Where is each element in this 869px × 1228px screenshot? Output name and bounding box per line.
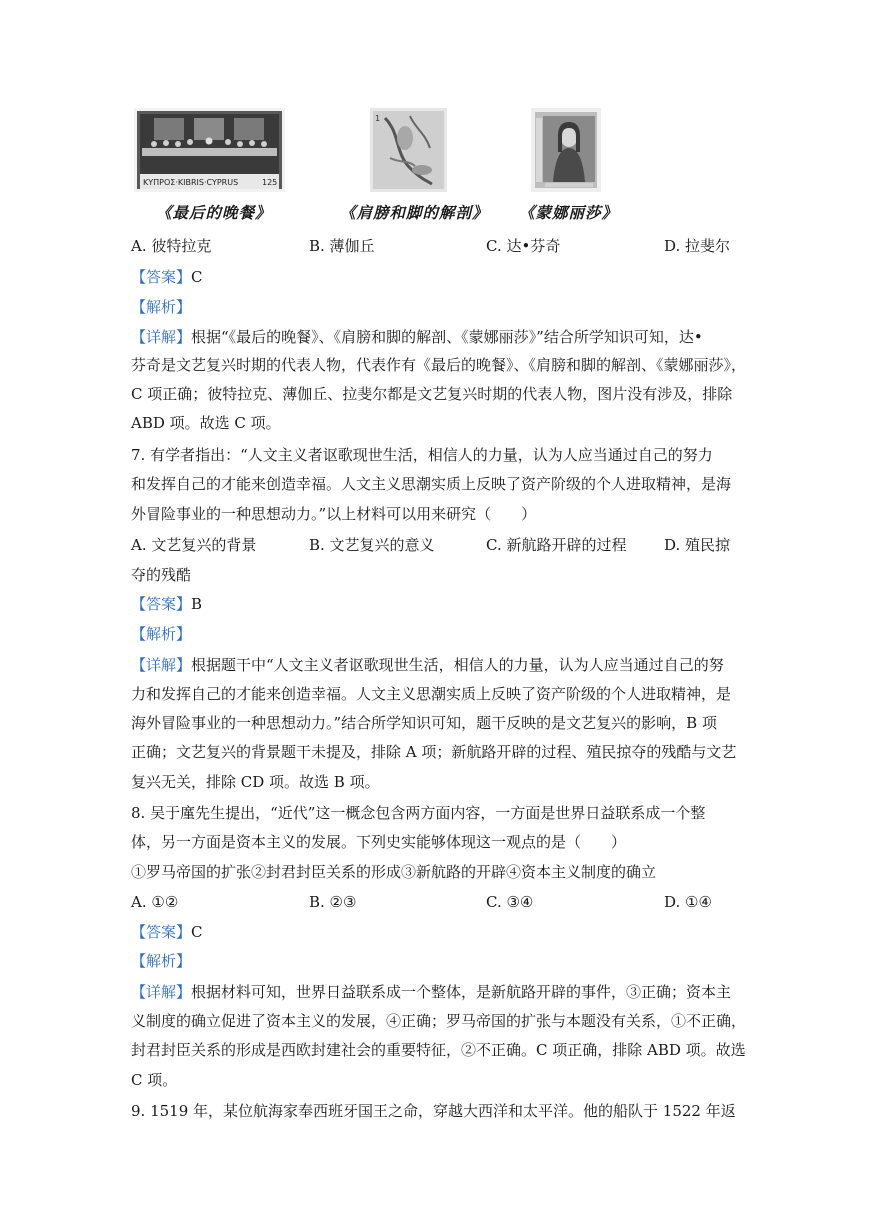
cyprus-stamp-text: ΚΥΠΡΟΣ·KIBRIS·CYPRUS bbox=[143, 178, 239, 187]
answer-tag: 【答案】 bbox=[131, 268, 192, 286]
q6-option-c: C. 达•芬奇 bbox=[486, 237, 561, 255]
caption-anatomy: 《肩膀和脚的解剖》 bbox=[340, 203, 489, 222]
q8-stem-line: 体，另一方面是资本主义的发展。下列史实能够体现这一观点的是（ ） bbox=[131, 833, 627, 851]
q6-detail-line: 芬奇是文艺复兴时期的代表人物，代表作有《最后的晚餐》、《肩膀和脚的解剖、《蒙娜丽莎》， bbox=[131, 356, 747, 374]
q8-analysis-tag: 【解析】 bbox=[131, 952, 192, 970]
q7-option-a: A. 文艺复兴的背景 bbox=[131, 536, 257, 554]
caption-last-supper: 《最后的晚餐》 bbox=[156, 203, 272, 222]
q6-detail-line: C 项正确；彼特拉克、薄伽丘、拉斐尔都是文艺复兴时期的代表人物，图片没有涉及，排除 bbox=[131, 385, 733, 403]
q6-option-b: B. 薄伽丘 bbox=[309, 237, 375, 255]
q8-answer bbox=[131, 922, 203, 942]
q7-detail-line: 正确；文艺复兴的背景题干未提及，排除 A 项；新航路开辟的过程、殖民掠夺的残酷与文艺 bbox=[131, 743, 737, 761]
cyprus-stamp-value: 125 bbox=[262, 178, 278, 187]
q6-analysis-tag: 【解析】 bbox=[131, 298, 192, 316]
q7-analysis-tag: 【解析】 bbox=[131, 625, 192, 643]
q8-detail-line: C 项。 bbox=[131, 1071, 178, 1089]
detail-text: 根据材料可知，世界日益联系成一个整体，是新航路开辟的事件，③正确；资本主 bbox=[191, 983, 732, 1001]
q7-detail-line: 力和发挥自己的才能来创造幸福。人文主义思潮实质上反映了资产阶级的个人进取精神，是 bbox=[131, 685, 732, 703]
answer-value: B bbox=[191, 595, 203, 613]
q7-option-d-wrap: 夺的残酷 bbox=[131, 566, 192, 584]
mona-lisa-stamp-image bbox=[531, 108, 601, 192]
answer-tag: 【答案】 bbox=[131, 595, 192, 613]
q7-detail-line: 海外冒险事业的一种思想动力。”结合所学知识可知，题干反映的是文艺复兴的影响，B 项 bbox=[131, 714, 717, 732]
q8-detail-line: 封君封臣关系的形成是西欧封建社会的重要特征，②不正确。C 项正确，排除 ABD 项。故选 bbox=[131, 1041, 746, 1059]
last-supper-stamp-image bbox=[134, 108, 285, 192]
q8-detail-line bbox=[131, 982, 731, 1002]
q7-stem-line: 7. 有学者指出：“人文主义者讴歌现世生活，相信人的力量，认为人应当通过自己的努力 bbox=[131, 446, 713, 464]
q9-stem-line: 9. 1519 年，某位航海家奉西班牙国王之命，穿越大西洋和太平洋。他的船队于 1522 年返 bbox=[131, 1102, 736, 1120]
detail-tag: 【详解】 bbox=[131, 328, 192, 346]
q7-option-d: D. 殖民掠 bbox=[664, 536, 731, 554]
q8-option-a: A. ①② bbox=[131, 893, 179, 911]
q6-option-d: D. 拉斐尔 bbox=[664, 237, 731, 255]
q7-stem-line: 和发挥自己的才能来创造幸福。人文主义思潮实质上反映了资产阶级的个人进取精神，是海 bbox=[131, 475, 732, 493]
answer-tag: 【答案】 bbox=[131, 923, 192, 941]
detail-tag: 【详解】 bbox=[131, 983, 192, 1001]
anatomy-stamp-image bbox=[370, 108, 447, 192]
answer-value: C bbox=[191, 268, 203, 286]
q8-option-b: B. ②③ bbox=[309, 893, 357, 911]
q6-detail-line: ABD 项。故选 C 项。 bbox=[131, 414, 281, 432]
q8-stem-line: 8. 吴于廑先生提出，“近代”这一概念包含两方面内容，一方面是世界日益联系成一个整 bbox=[131, 804, 706, 822]
stamp-images-row bbox=[0, 108, 869, 198]
q7-option-b: B. 文艺复兴的意义 bbox=[309, 536, 435, 554]
detail-tag: 【详解】 bbox=[131, 656, 192, 674]
caption-mona-lisa: 《蒙娜丽莎》 bbox=[519, 203, 619, 222]
q8-detail-line: 义制度的确立促进了资本主义的发展，④正确；罗马帝国的扩张与本题没有关系，①不正确， bbox=[131, 1012, 747, 1030]
q7-option-c: C. 新航路开辟的过程 bbox=[486, 536, 627, 554]
answer-value: C bbox=[191, 923, 203, 941]
q6-detail-line bbox=[131, 327, 703, 347]
detail-text: 根据题干中“人文主义者讴歌现世生活，相信人的力量，认为人应当通过自己的努 bbox=[191, 656, 724, 674]
q7-stem-line: 外冒险事业的一种思想动力。”以上材料可以用来研究（ ） bbox=[131, 505, 537, 523]
q8-stem-line: ①罗马帝国的扩张②封君封臣关系的形成③新航路的开辟④资本主义制度的确立 bbox=[131, 863, 657, 881]
q8-option-d: D. ①④ bbox=[664, 893, 712, 911]
q6-answer bbox=[131, 267, 203, 287]
q7-detail-line: 复兴无关，排除 CD 项。故选 B 项。 bbox=[131, 773, 380, 791]
q6-option-a: A. 彼特拉克 bbox=[131, 237, 212, 255]
svg-text:1: 1 bbox=[375, 114, 381, 123]
q8-option-c: C. ③④ bbox=[486, 893, 534, 911]
q7-answer bbox=[131, 594, 202, 614]
q7-detail-line bbox=[131, 655, 724, 675]
detail-text: 根据“《最后的晚餐》、《肩膀和脚的解剖、《蒙娜丽莎》”结合所学知识可知，达• bbox=[191, 328, 703, 346]
